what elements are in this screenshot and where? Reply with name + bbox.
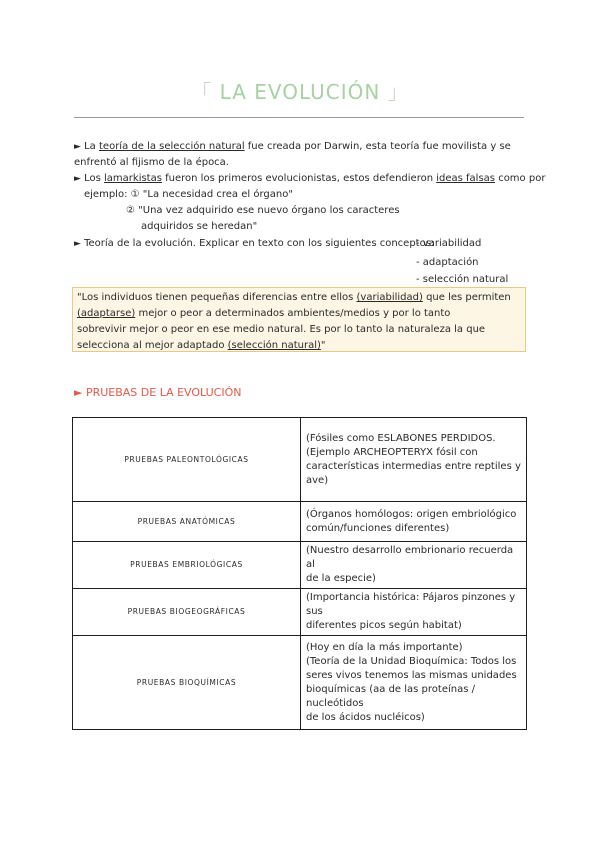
row-description xyxy=(301,589,527,636)
title-open-bracket: 「 xyxy=(191,80,213,104)
circled-one-icon: ① xyxy=(130,189,140,200)
bullet-triangle-icon: ► xyxy=(74,174,81,184)
desc-line: de los ácidos nucléicos) xyxy=(306,711,425,723)
pruebas-table xyxy=(72,417,527,730)
concept-variabilidad: - variabilidad xyxy=(416,238,482,249)
desc-line: (Hoy en día la más importante) xyxy=(306,641,463,653)
intro-p1-pre: La xyxy=(84,141,99,152)
intro-p1-line2: enfrentó al fijismo de la época. xyxy=(74,157,229,168)
quote-line-4 xyxy=(77,338,521,354)
title-text: LA EVOLUCIÓN xyxy=(219,80,381,104)
row-label: PRUEBAS ANATÓMICAS xyxy=(73,502,301,542)
row-description xyxy=(301,542,527,589)
intro-p1-post: fue creada por Darwin, esta teoría fue movilista y se xyxy=(244,141,511,152)
answer-quote-box xyxy=(72,287,526,352)
row-label: PRUEBAS BIOQUÍMICAS xyxy=(73,636,301,730)
intro-paragraph-3 xyxy=(74,236,434,252)
table-row xyxy=(73,418,527,502)
intro-paragraph-2 xyxy=(74,171,545,187)
quote-line-1 xyxy=(77,290,521,306)
desc-line: (Fósiles como ESLABONES PERDIDOS. xyxy=(306,432,496,444)
desc-line: (Nuestro desarrollo embrionario recuerda al xyxy=(306,545,514,570)
desc-line: de la especie) xyxy=(306,573,376,584)
title-close-bracket: 」 xyxy=(387,80,409,104)
table-row xyxy=(73,636,527,730)
example-2-text: "Una vez adquirido ese nuevo órgano los caracteres xyxy=(134,205,400,216)
quote-l4-pre: selecciona al mejor adaptado xyxy=(77,340,228,351)
page-title xyxy=(0,76,600,105)
intro-p2-post: como por xyxy=(495,173,546,184)
quote-l4-post: " xyxy=(320,340,326,351)
table-row xyxy=(73,589,527,636)
desc-line: características intermedias entre reptiles y xyxy=(306,460,521,472)
quote-line-3: sobrevivir mejor o peor en ese medio natural. Es por lo tanto la naturaleza la que xyxy=(77,324,486,335)
example-1-text: "La necesidad crea el órgano" xyxy=(139,189,293,200)
quote-link-seleccion-natural: (selección natural) xyxy=(227,340,321,351)
desc-line: diferentes picos según habitat) xyxy=(306,620,462,631)
row-description xyxy=(301,418,527,502)
row-label: PRUEBAS BIOGEOGRÁFICAS xyxy=(73,589,301,636)
concept-adaptacion: - adaptación xyxy=(416,257,479,268)
table-row xyxy=(73,542,527,589)
desc-line: (Teoría de la Unidad Bioquímica: Todos los xyxy=(306,655,517,667)
row-label: PRUEBAS PALEONTOLÓGICAS xyxy=(73,418,301,502)
title-divider xyxy=(74,117,524,118)
concept-seleccion-natural: - selección natural xyxy=(416,274,509,285)
row-label: PRUEBAS EMBRIOLÓGICAS xyxy=(73,542,301,589)
intro-p2-example-2-line2: adquiridos se heredan" xyxy=(141,221,258,232)
row-description xyxy=(301,502,527,542)
desc-line: ave) xyxy=(306,474,329,486)
section-title-pruebas: ► PRUEBAS DE LA EVOLUCIÓN xyxy=(74,386,242,399)
row-description xyxy=(301,636,527,730)
intro-p2-mid: fueron los primeros evolucionistas, estos defendieron xyxy=(161,173,437,184)
desc-line: bioquímicas (aa de las proteínas / nucleótidos xyxy=(306,683,475,709)
quote-link-adaptarse: (adaptarse) xyxy=(77,308,136,319)
quote-l1-pre: "Los individuos tienen pequeñas diferencias entre ellos xyxy=(77,292,357,303)
intro-p2-example-2 xyxy=(126,203,400,219)
circled-two-icon: ② xyxy=(126,205,135,216)
desc-line: (Importancia histórica: Pájaros pinzones y sus xyxy=(306,592,516,617)
bullet-triangle-icon: ► xyxy=(74,142,81,152)
link-ideas-falsas: ideas falsas xyxy=(436,173,496,184)
desc-line: (Ejemplo ARCHEOPTERYX fósil con xyxy=(306,446,478,458)
quote-link-variabilidad: (variabilidad) xyxy=(356,292,423,303)
quote-l2-post: mejor o peor a determinados ambientes/medios y por lo tanto xyxy=(135,308,451,319)
quote-l1-post: que les permiten xyxy=(422,292,511,303)
link-lamarkistas: lamarkistas xyxy=(104,173,162,184)
intro-p2-example-1 xyxy=(84,187,293,203)
quote-line-2 xyxy=(77,306,521,322)
link-seleccion-natural: teoría de la selección natural xyxy=(99,141,245,152)
desc-line: (Órganos homólogos: origen embriológico xyxy=(306,508,517,520)
desc-line: seres vivos tenemos las mismas unidades xyxy=(306,669,517,681)
intro-paragraph-1 xyxy=(74,139,511,155)
example-label: ejemplo: xyxy=(84,189,131,200)
intro-p2-pre: Los xyxy=(84,173,105,184)
bullet-triangle-icon: ► xyxy=(74,239,81,249)
table-row xyxy=(73,502,527,542)
intro-p3-text: Teoría de la evolución. Explicar en texto con los siguientes conceptos: xyxy=(84,238,435,249)
desc-line: común/funciones diferentes) xyxy=(306,522,450,534)
